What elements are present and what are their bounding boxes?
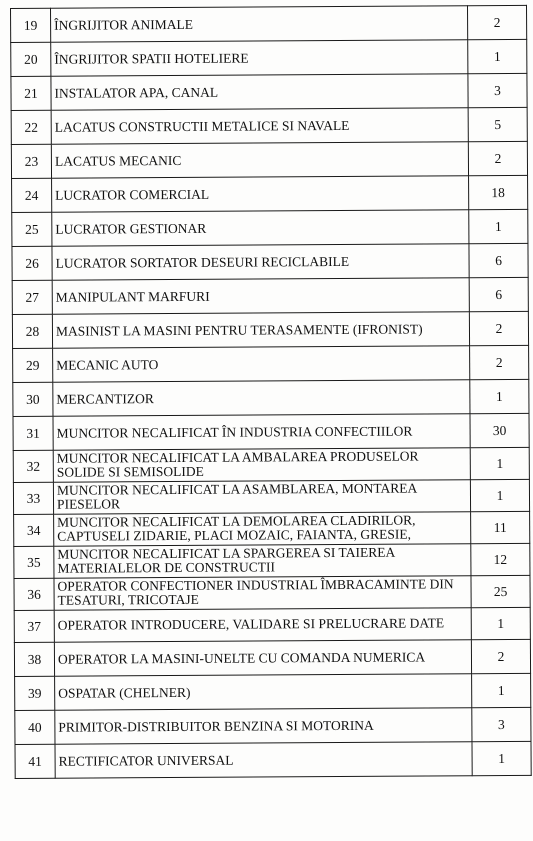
vacancy-count-cell (471, 543, 530, 575)
row-number: 24 (24, 187, 39, 203)
occupation-cell (51, 108, 468, 145)
row-number-cell (12, 178, 52, 212)
occupation-name: RECTIFICATOR UNIVERSAL (58, 752, 234, 769)
occupation-cell (55, 674, 472, 711)
occupation-name: MUNCITOR NECALIFICAT LA AMBALAREA PRODUSELOR SOLIDE SI SEMISOLIDE (56, 448, 419, 480)
vacancy-count-cell (469, 209, 528, 243)
occupation-cell (52, 278, 469, 315)
vacancy-count-cell (468, 107, 527, 141)
occupation-name: MUNCITOR NECALIFICAT ÎN INDUSTRIA CONFECTIILOR (56, 423, 413, 441)
occupation-name: LUCRATOR GESTIONAR (55, 220, 207, 237)
vacancy-count-cell (469, 243, 528, 277)
row-number-cell (14, 546, 54, 578)
occupation-cell (53, 448, 470, 483)
row-number: 34 (26, 522, 41, 538)
vacancy-count: 1 (496, 487, 504, 503)
row-number: 41 (28, 753, 42, 769)
row-number: 22 (24, 119, 39, 135)
vacancy-count: 6 (495, 252, 502, 268)
table-row (14, 575, 530, 610)
vacancy-count-cell (470, 413, 529, 447)
vacancy-count: 2 (495, 320, 503, 336)
vacancy-count: 2 (497, 648, 505, 664)
table-row (11, 73, 527, 110)
occupation-cell (53, 380, 470, 417)
row-number-cell (14, 578, 54, 610)
vacancy-count-cell (470, 379, 529, 413)
occupation-cell (52, 244, 469, 281)
occupation-name: ÎNGRIJITOR ANIMALE (54, 16, 194, 33)
row-number: 39 (27, 685, 42, 701)
row-number-cell (11, 144, 51, 178)
row-number: 20 (24, 51, 38, 67)
vacancy-count-cell (471, 511, 530, 543)
table-row (11, 107, 527, 144)
occupation-cell (53, 414, 470, 451)
vacancy-count: 6 (495, 286, 503, 302)
table-row (13, 447, 529, 482)
vacancy-count-cell (467, 5, 526, 39)
occupation-name: OSPATAR (CHELNER) (58, 684, 191, 701)
occupation-name: MUNCITOR NECALIFICAT LA SPARGEREA SI TAIEREA MATERIALELOR DE CONSTRUCTII (57, 544, 395, 576)
row-number: 26 (25, 255, 39, 271)
vacancy-count: 2 (493, 14, 501, 30)
vacancy-count-cell (471, 575, 530, 607)
occupation-cell (53, 480, 470, 515)
table-row (15, 673, 531, 710)
row-number-cell (14, 610, 54, 642)
row-number-cell (15, 744, 55, 778)
row-number: 19 (23, 17, 38, 33)
occupation-name: MUNCITOR NECALIFICAT LA ASAMBLAREA, MONTAREA PIESELOR (56, 480, 417, 512)
row-number: 27 (25, 289, 40, 305)
vacancy-count-cell (472, 741, 531, 775)
vacancy-count: 2 (495, 354, 503, 370)
vacancy-count-cell (470, 345, 529, 379)
vacancy-count: 3 (494, 82, 501, 98)
row-number-cell (15, 710, 55, 744)
table-row (13, 379, 529, 416)
occupation-cell (52, 210, 469, 247)
row-number-cell (15, 676, 55, 710)
row-number-cell (11, 8, 51, 42)
occupation-cell (51, 40, 468, 77)
vacancy-count-cell (468, 73, 527, 107)
table-row (15, 741, 531, 778)
occupation-name: LACATUS MECANIC (54, 152, 182, 169)
row-number-cell (12, 212, 52, 246)
row-number-cell (13, 450, 53, 482)
table-row (13, 479, 529, 514)
occupation-name: OPERATOR CONFECTIONER INDUSTRIAL ÎMBRACAMINTE DIN TESATURI, TRICOTAJE (57, 576, 454, 608)
occupation-cell (54, 512, 471, 547)
vacancy-count: 18 (491, 184, 505, 200)
vacancy-count: 1 (497, 682, 505, 698)
occupation-name: MECANIC AUTO (56, 357, 159, 373)
row-number: 32 (26, 458, 41, 474)
row-number: 38 (27, 651, 42, 667)
vacancy-count-cell (471, 639, 530, 673)
row-number: 29 (25, 357, 40, 373)
table-row (14, 639, 530, 676)
table-row (14, 543, 530, 578)
row-number-cell (14, 642, 54, 676)
vacancy-count-cell (468, 141, 527, 175)
occupation-cell (54, 608, 471, 643)
vacancy-count: 25 (493, 583, 508, 599)
vacancy-count: 1 (495, 388, 503, 404)
table-row (12, 311, 528, 348)
row-number: 33 (26, 490, 41, 506)
row-number: 36 (27, 586, 41, 602)
row-number: 21 (24, 85, 38, 101)
occupation-name: INSTALATOR APA, CANAL (54, 84, 219, 101)
table-row (12, 243, 528, 280)
vacancy-count: 1 (494, 218, 502, 234)
vacancy-count: 30 (492, 422, 507, 438)
occupation-cell (51, 142, 468, 179)
row-number-cell (13, 482, 53, 514)
table-row (13, 413, 529, 450)
row-number: 35 (27, 554, 41, 570)
vacancy-count-cell (471, 607, 530, 639)
row-number: 31 (26, 425, 40, 441)
vacancy-count: 12 (493, 551, 508, 567)
vacancy-count: 3 (497, 716, 505, 732)
row-number: 37 (27, 618, 42, 634)
occupation-name: LACATUS CONSTRUCTII METALICE SI NAVALE (54, 117, 350, 135)
row-number-cell (12, 246, 52, 280)
table-row (14, 607, 530, 642)
occupation-cell (53, 346, 470, 383)
occupation-cell (55, 708, 472, 745)
vacancy-count: 1 (496, 455, 504, 471)
occupation-cell (51, 74, 468, 111)
occupation-name: MUNCITOR NECALIFICAT LA DEMOLAREA CLADIRILOR, CAPTUSELI ZIDARIE, PLACI MOZAIC, FAIANTA, GRESIE, (57, 512, 416, 544)
occupation-cell (52, 312, 469, 349)
row-number: 28 (25, 323, 40, 339)
vacancy-count: 1 (498, 750, 506, 766)
occupation-name: MASINIST LA MASINI PENTRU TERASAMENTE (IFRONIST) (55, 321, 423, 339)
table-row (12, 209, 528, 246)
occupation-cell (54, 576, 471, 611)
row-number-cell (13, 348, 53, 382)
table-row (12, 277, 528, 314)
row-number-cell (13, 382, 53, 416)
table-row (13, 345, 529, 382)
occupations-table-body (11, 5, 532, 778)
table-row (12, 175, 528, 212)
occupation-cell (55, 742, 472, 779)
table-row (11, 39, 527, 76)
vacancy-count: 5 (494, 116, 502, 132)
table-row (11, 141, 527, 178)
occupation-name: LUCRATOR COMERCIAL (55, 186, 210, 203)
row-number-cell (12, 280, 52, 314)
vacancy-count: 11 (493, 519, 507, 535)
occupation-name: LUCRATOR SORTATOR DESEURI RECICLABILE (55, 253, 350, 271)
vacancy-count: 1 (493, 48, 501, 64)
occupation-name: ÎNGRIJITOR SPATII HOTELIERE (54, 50, 249, 67)
occupations-table (10, 5, 532, 779)
row-number: 23 (24, 153, 39, 169)
occupation-cell (54, 544, 471, 579)
occupation-cell (51, 6, 468, 43)
vacancy-count-cell (469, 277, 528, 311)
row-number-cell (12, 314, 52, 348)
occupation-name: OPERATOR LA MASINI-UNELTE CU COMANDA NUMERICA (57, 649, 426, 667)
vacancy-count-cell (468, 39, 527, 73)
row-number-cell (14, 514, 54, 546)
row-number-cell (11, 76, 51, 110)
row-number: 40 (28, 719, 42, 735)
vacancy-count-cell (470, 447, 529, 479)
vacancy-count: 2 (494, 150, 502, 166)
row-number: 25 (25, 221, 39, 237)
row-number-cell (11, 42, 51, 76)
occupation-cell (54, 640, 471, 677)
occupation-name: MERCANTIZOR (56, 391, 154, 407)
vacancy-count-cell (470, 479, 529, 511)
vacancy-count-cell (472, 707, 531, 741)
table-row (14, 511, 530, 546)
row-number-cell (13, 416, 53, 450)
row-number: 30 (26, 391, 40, 407)
vacancy-count-cell (469, 311, 528, 345)
table-row (11, 5, 527, 42)
vacancy-count-cell (469, 175, 528, 209)
occupation-name: PRIMITOR-DISTRIBUITOR BENZINA SI MOTORINA (58, 717, 374, 735)
occupation-cell (52, 176, 469, 213)
occupation-name: OPERATOR INTRODUCERE, VALIDARE SI PRELUCRARE DATE (57, 615, 445, 633)
row-number-cell (11, 110, 51, 144)
occupation-name: MANIPULANT MARFURI (55, 288, 210, 305)
vacancy-count: 1 (497, 615, 505, 631)
vacancy-count-cell (472, 673, 531, 707)
table-row (15, 707, 531, 744)
